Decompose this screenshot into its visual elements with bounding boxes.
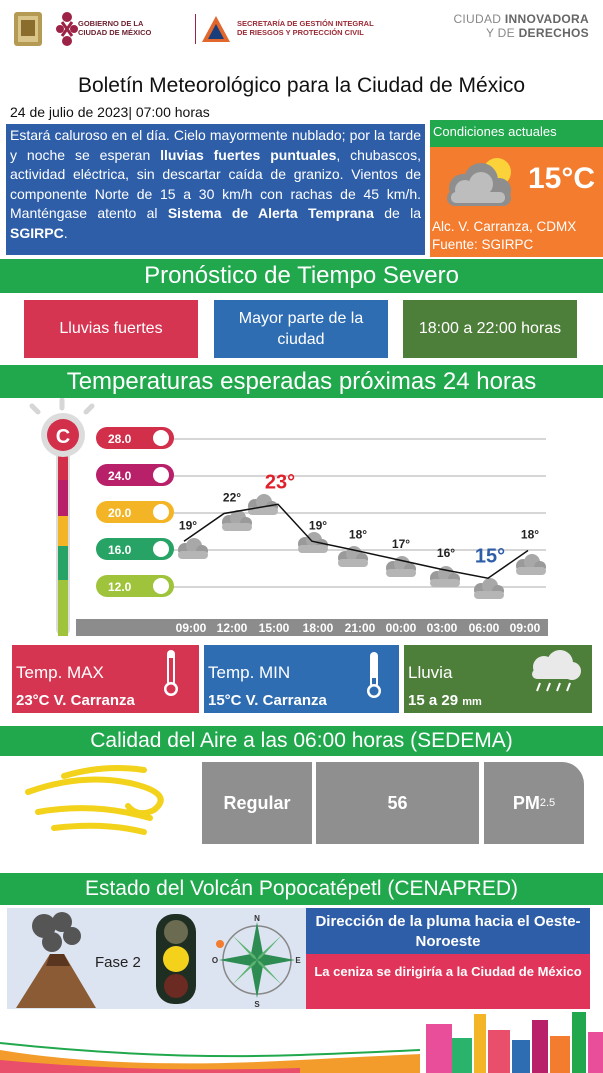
- summary-bold-2: Sistema de Alerta Temprana: [167, 205, 374, 221]
- y-tick-label: 20.0: [108, 506, 132, 520]
- current-location: [432, 218, 576, 254]
- y-tick: [96, 427, 174, 449]
- temperature-chart: [0, 398, 603, 638]
- summary-text-1: Estará caluroso en el día. Cielo mayormente nublado; por la tarde y noche se esperan: [10, 127, 421, 163]
- y-tick: [96, 501, 174, 523]
- data-label: 18°: [348, 527, 368, 542]
- gobierno-line2: CIUDAD DE MÉXICO: [78, 28, 152, 37]
- volcano-phase: Fase 2: [95, 954, 141, 971]
- rain-title: Lluvia: [408, 663, 453, 682]
- rain-unit: mm: [462, 696, 482, 708]
- x-tick-label: 12:00: [216, 621, 248, 635]
- cloud-sun-icon: [437, 150, 527, 219]
- rain-value: [408, 692, 482, 709]
- data-label: 15°: [474, 545, 506, 568]
- sgirpc-logo-icon: [201, 15, 231, 43]
- thermometer-unit: C: [55, 426, 71, 448]
- gobierno-line1: GOBIERNO DE LA: [78, 19, 144, 28]
- temp-min-box: [204, 645, 399, 713]
- x-tick-label: 03:00: [426, 621, 458, 635]
- y-tick-label: 16.0: [108, 543, 132, 557]
- data-label: 23°: [264, 471, 296, 494]
- compass-n: N: [254, 914, 260, 923]
- ash-destination: La ceniza se dirigiría a la Ciudad de México: [306, 954, 590, 1009]
- forecast-summary: [6, 124, 425, 255]
- summary-bold-3: SGIRPC: [10, 224, 64, 241]
- data-label: 19°: [308, 518, 328, 533]
- slogan-part-c: Y DE: [485, 26, 519, 40]
- cloud-icon: [178, 538, 208, 559]
- severe-area: Mayor parte de la ciudad: [214, 300, 388, 358]
- secretaria-line1: SECRETARÍA DE GESTIÓN INTEGRAL: [237, 19, 374, 28]
- slogan-part-d: DERECHOS: [518, 26, 589, 40]
- cloud-icon: [516, 554, 546, 575]
- y-tick: [96, 538, 174, 560]
- summary-text-2: , chubascos, actividad eléctrica, sin descartar caída de granizo. Vientos de componente Norte de 15 a 30 km/h con rachas de 45 km/h. Manténgase atento al: [10, 146, 421, 221]
- x-tick-label: 21:00: [344, 621, 376, 635]
- plume-direction: Dirección de la pluma hacia el Oeste-Noroeste: [315, 913, 581, 950]
- current-temperature: 15°C: [528, 162, 596, 195]
- air-quality-heading: Calidad del Aire a las 06:00 horas (SEDEMA): [0, 726, 603, 756]
- volcano-icon: [12, 910, 102, 1008]
- air-quality-level: Regular: [202, 762, 312, 844]
- summary-text-4: .: [63, 224, 68, 241]
- data-label: 16°: [436, 546, 456, 560]
- data-label: 18°: [520, 527, 540, 542]
- y-tick-dot: [153, 541, 169, 557]
- thermometer-hot-icon: [159, 648, 183, 698]
- slogan-part-a: CIUDAD: [453, 12, 505, 26]
- y-tick-dot: [153, 430, 169, 446]
- y-tick-dot: [153, 467, 169, 483]
- current-conditions-heading: Condiciones actuales: [430, 120, 603, 147]
- y-tick-dot: [153, 504, 169, 520]
- thermometer-cold-icon: [362, 650, 386, 700]
- gobierno-name: [78, 19, 151, 37]
- thermometer-icon: [32, 400, 92, 636]
- air-quality-index: 56: [316, 762, 479, 844]
- temp-max-title: Temp. MAX: [16, 663, 104, 682]
- air-quality-pollutant: [484, 762, 584, 844]
- cloud-icon: [430, 566, 460, 587]
- compass-rose-icon: [210, 912, 304, 1008]
- severe-weather-heading: Pronóstico de Tiempo Severo: [0, 259, 603, 293]
- secretaria-line2: DE RIESGOS Y PROTECCIÓN CIVIL: [237, 28, 364, 37]
- pollutant-sub: 2.5: [539, 797, 556, 809]
- y-tick-dot: [153, 578, 169, 594]
- temp-max-value: 23°C V. Carranza: [16, 692, 135, 709]
- cloud-icon: [474, 578, 504, 599]
- compass-e: E: [295, 956, 301, 965]
- y-tick-label: 28.0: [108, 432, 132, 446]
- secretaria-name: [237, 19, 374, 37]
- rain-box: [404, 645, 592, 713]
- current-location-name: Alc. V. Carranza, CDMX: [432, 219, 577, 234]
- temp-max-box: [12, 645, 199, 713]
- y-ticks: [96, 427, 174, 597]
- x-tick-label: 00:00: [385, 621, 417, 635]
- data-label: 19°: [178, 518, 198, 533]
- cloud-icon: [298, 532, 328, 553]
- severe-time: 18:00 a 22:00 horas: [403, 300, 577, 358]
- x-tick-label: 15:00: [258, 621, 290, 635]
- rain-cloud-icon: [524, 649, 586, 695]
- y-tick-label: 24.0: [108, 469, 132, 483]
- slogan-part-b: INNOVADORA: [504, 12, 589, 26]
- wind-icon: [24, 762, 184, 844]
- pollutant-name: PM: [512, 792, 540, 813]
- footer-skyline: [0, 1010, 603, 1073]
- x-tick-label: 18:00: [302, 621, 334, 635]
- traffic-light-icon: [150, 910, 202, 1008]
- y-tick: [96, 464, 174, 486]
- data-label: 17°: [391, 536, 411, 551]
- header-divider: [195, 14, 196, 44]
- data-label: 22°: [222, 490, 242, 505]
- compass-o: O: [211, 956, 219, 965]
- rain-amount: 15 a 29: [408, 692, 459, 709]
- gobierno-logo-icon: [56, 10, 76, 48]
- temperatures-heading: Temperaturas esperadas próximas 24 horas: [0, 365, 603, 398]
- page-title: Boletín Meteorológico para la Ciudad de México: [77, 74, 526, 97]
- compass-s: S: [254, 1000, 260, 1008]
- severe-phenomenon: Lluvias fuertes: [24, 300, 198, 358]
- summary-bold-1: lluvias fuertes puntuales: [160, 146, 337, 163]
- cloud-icon: [386, 556, 416, 577]
- volcano-heading: Estado del Volcán Popocatépetl (CENAPRED): [0, 873, 603, 905]
- summary-text-3: de la: [373, 205, 422, 221]
- y-tick: [96, 575, 174, 597]
- cdmx-emblem: [11, 10, 45, 48]
- slogan: [453, 12, 589, 40]
- x-ticks: [176, 621, 541, 635]
- temp-min-value: 15°C V. Carranza: [208, 692, 327, 709]
- y-tick-label: 12.0: [108, 580, 132, 594]
- x-tick-label: 06:00: [468, 621, 500, 635]
- temp-min-title: Temp. MIN: [208, 663, 291, 682]
- bulletin-date: 24 de julio de 2023| 07:00 horas: [10, 104, 210, 120]
- x-tick-label: 09:00: [509, 621, 541, 635]
- current-source: Fuente: SGIRPC: [432, 237, 534, 252]
- x-tick-label: 09:00: [175, 621, 207, 635]
